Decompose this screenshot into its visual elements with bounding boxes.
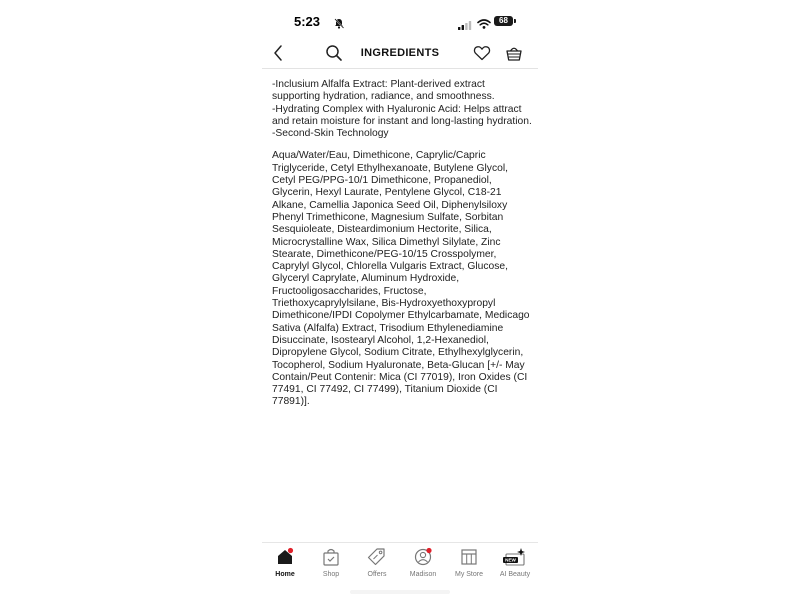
highlight-line: -Second-Skin Technology [272,128,389,140]
battery-tip [514,19,516,23]
ai-beauty-icon [492,547,538,567]
tab-shop[interactable] [308,547,354,578]
shop-bag-icon [308,547,354,567]
tab-label-shop: Shop [322,571,340,578]
new-badge: NEW [505,557,516,563]
tab-label-offers: Offers [367,571,387,578]
phone-screen [262,0,538,600]
status-bar [262,0,538,42]
profile-icon [400,547,446,567]
tab-ai-beauty[interactable] [492,547,538,578]
tab-label-ai-beauty: AI Beauty [499,571,531,578]
cellular-signal-icon [458,17,472,35]
battery-indicator: 68 [494,16,513,26]
basket-icon[interactable] [505,44,523,67]
heart-icon[interactable] [473,44,491,67]
page-title: INGREDIENTS [360,47,440,59]
tab-label-my-store: My Store [454,571,483,578]
tab-label-madison: Madison [409,571,437,578]
top-nav-bar [262,40,538,69]
tab-my-store[interactable] [446,547,492,578]
wifi-icon [477,16,491,34]
ingredient-list: Aqua/Water/Eau, Dimethicone, Caprylic/Capric Triglyceride, Cetyl Ethylhexanoate, Butylene Glycol, Cetyl PEG/PPG-10/1 Dimethicone, Propanediol, Glycerin, Hexyl Laurate, Pentylene Glycol, C18-21 Alkane, Camellia Japonica Seed Oil, Diphenylsiloxy Phenyl Trimethicone, Magnesium Sulfate, Sorbitan Sesquioleate, Disteardimonium Hectorite, Silica, Microcrystalline Wax, Silica Dimethyl Silylate, Zinc Stearate, Dimethicone/PEG-10/15 Crosspolymer, Caprylyl Glycol, Chlorella Vulgaris Extract, Glucose, Glyceryl Caprylate, Aluminum Hydroxide, Fructooligosaccharides, Fructose, Triethoxycaprylylsilane, Bis-Hydroxyethoxypropyl Dimethicone/IPDI Copolymer Ethylcarbamate, Medicago Sativa (Alfalfa) Extract, Trisodium Ethylenediamine Disuccinate, Isostearyl Alcohol, 1,2-Hexanediol, Dipropylene Glycol, Sodium Citrate, Ethylhexylglycerin, Tocopherol, Sodium Hyaluronate, Beta-Glucan [+/- May Contain/Peut Contenir: Mica (CI 77019), Iron Oxides (CI 77491, CI 77492, CI 77499), Titanium Dioxide (CI 77891)]. [272,150,530,408]
tag-icon [354,547,400,567]
store-icon [446,547,492,567]
highlight-line: -Inclusium Alfalfa Extract: Plant-derived extract supporting hydration, radiance, and smoothness. [272,79,495,103]
home-icon [262,547,308,567]
status-time: 5:23 [294,14,321,29]
silent-bell-icon [334,16,344,34]
highlight-line: -Hydrating Complex with Hyaluronic Acid: Helps attract and retain moisture for instant and long-lasting hydration. [272,103,532,127]
tab-offers[interactable] [354,547,400,578]
tab-label-home: Home [275,571,295,578]
bottom-tab-bar [262,542,538,583]
ingredients-content [272,79,534,409]
tab-home[interactable] [262,547,308,578]
tab-madison[interactable] [400,547,446,578]
home-indicator [350,590,450,594]
